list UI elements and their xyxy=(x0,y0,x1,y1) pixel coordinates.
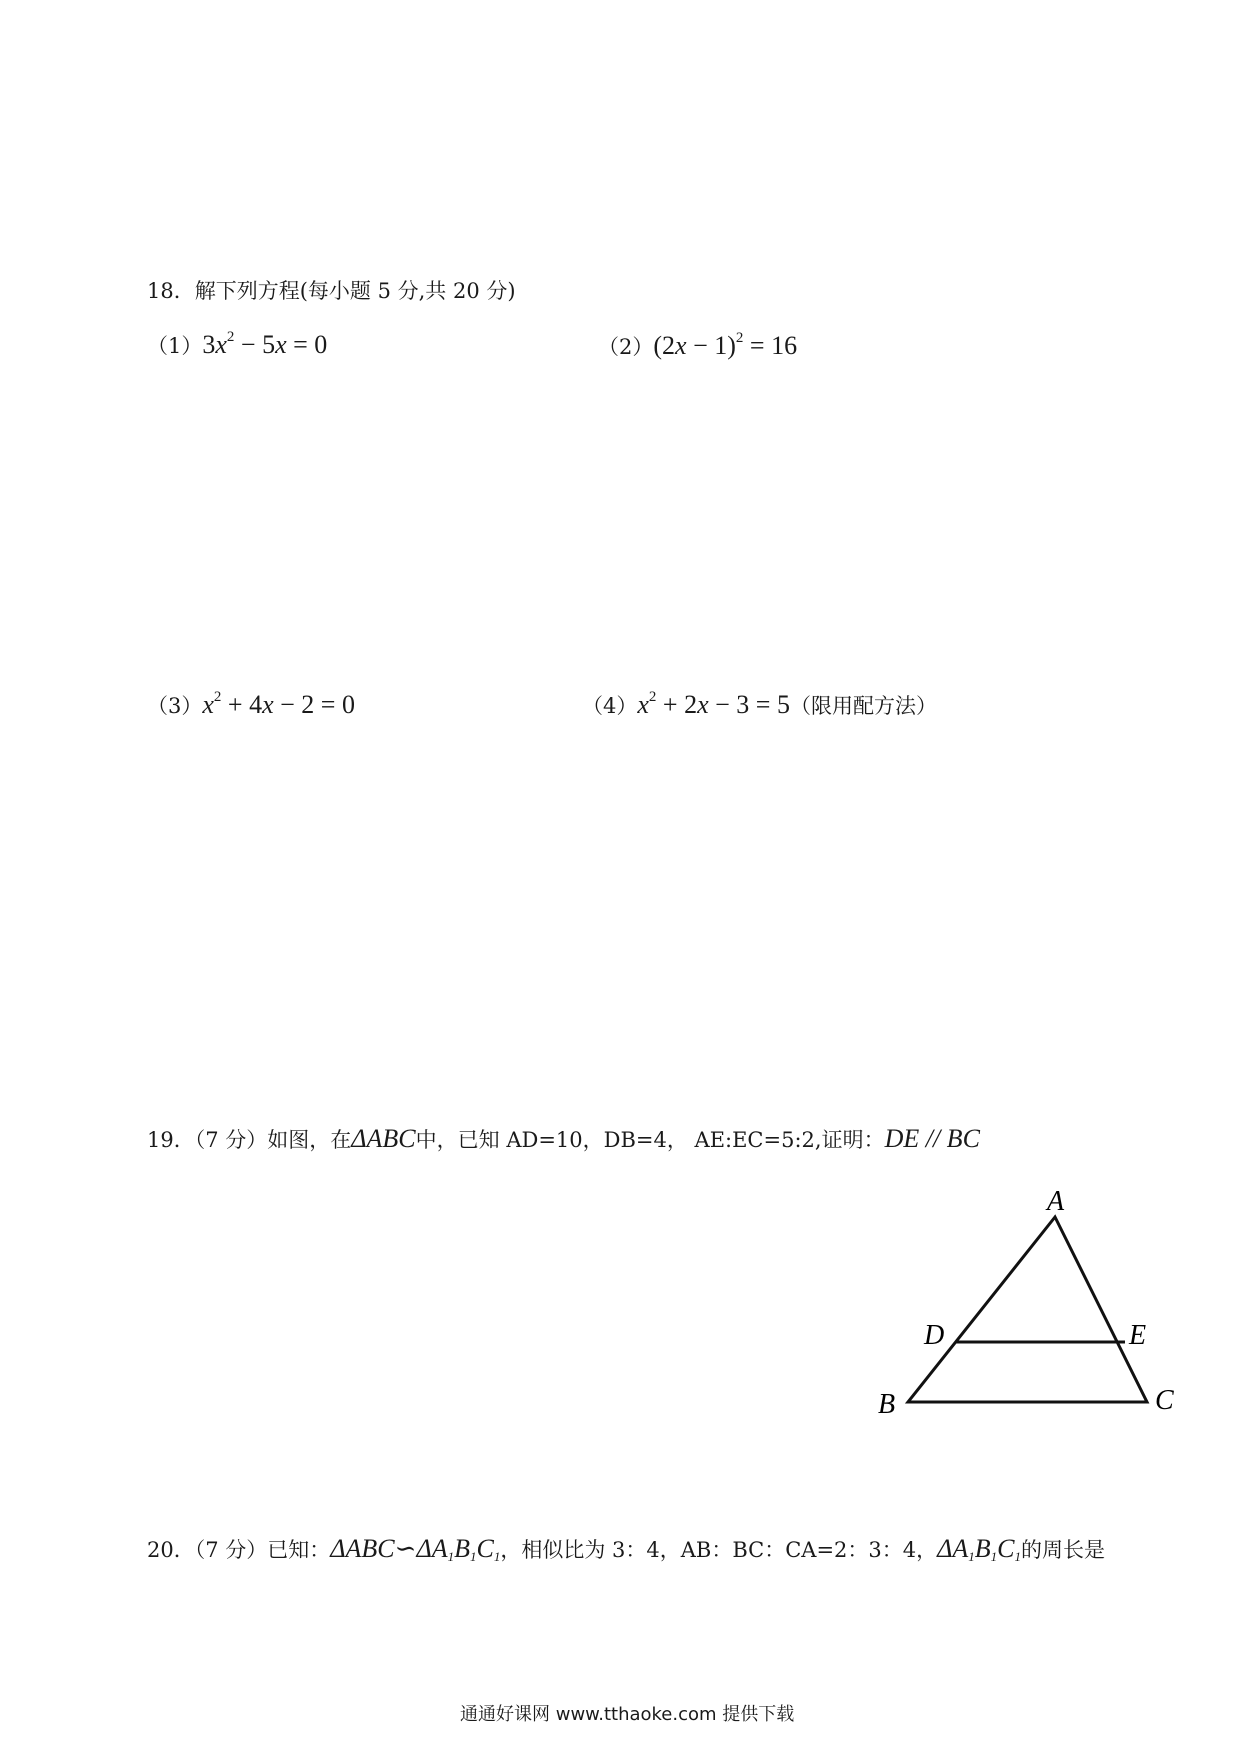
triangle-figure xyxy=(860,1180,1200,1430)
q18-part3-equation: $x^2 + 4x - 2 = 0$ xyxy=(202,689,355,719)
vertex-a-label: A xyxy=(1047,1186,1065,1217)
q19-statement xyxy=(147,1124,980,1154)
q18-part4-equation: $x^2 + 2x - 3 = 5$ xyxy=(637,689,790,719)
q19-triangle: ΔABC xyxy=(351,1124,416,1153)
page-footer: 通通好课网 www.tthaoke.com 提供下载 xyxy=(460,1704,795,1725)
vertex-d-label: D xyxy=(924,1320,945,1351)
q18-part4 xyxy=(582,690,937,720)
q19-claim: DE // BC xyxy=(884,1124,980,1153)
triangle-abc xyxy=(908,1217,1147,1402)
q20-triangle-1: ΔABC xyxy=(330,1534,395,1563)
similar-symbol: ∽ xyxy=(394,1534,417,1563)
vertex-b-label: B xyxy=(878,1389,896,1420)
q18-part2 xyxy=(598,331,797,361)
q18-part2-label: （2） xyxy=(598,335,654,359)
q20-triangle-3: $\Delta A_1B_1C_1$ xyxy=(937,1534,1022,1564)
q19-lead: 19．（7 分）如图，在 xyxy=(147,1128,352,1152)
q20-statement xyxy=(147,1534,1105,1564)
q18-part1 xyxy=(147,330,327,360)
q20-lead: 20．（7 分）已知： xyxy=(147,1538,331,1562)
q19-given: 中，已知 AD=10，DB=4， AE:EC=5:2,证明： xyxy=(415,1128,885,1152)
q18-part4-label: （4） xyxy=(582,694,638,718)
q18-part3 xyxy=(147,690,355,720)
vertex-e-label: E xyxy=(1129,1320,1147,1351)
vertex-c-label: C xyxy=(1155,1385,1174,1416)
q18-part3-label: （3） xyxy=(147,694,203,718)
q20-tail: 的周长是 xyxy=(1021,1538,1106,1562)
q18-part1-label: （1） xyxy=(147,334,203,358)
q18-part2-equation: $(2x - 1)^2 = 16$ xyxy=(653,330,798,360)
q18-part4-note: （限用配方法） xyxy=(789,694,937,718)
q20-given: ，相似比为 3：4，AB：BC：CA=2：3：4， xyxy=(500,1538,938,1562)
q18-heading: 18．解下列方程(每小题 5 分,共 20 分) xyxy=(147,279,516,303)
q20-triangle-2: $\Delta A_1B_1C_1$ xyxy=(416,1534,501,1564)
q18-part1-equation: $3x^2 - 5x = 0$ xyxy=(202,329,328,359)
